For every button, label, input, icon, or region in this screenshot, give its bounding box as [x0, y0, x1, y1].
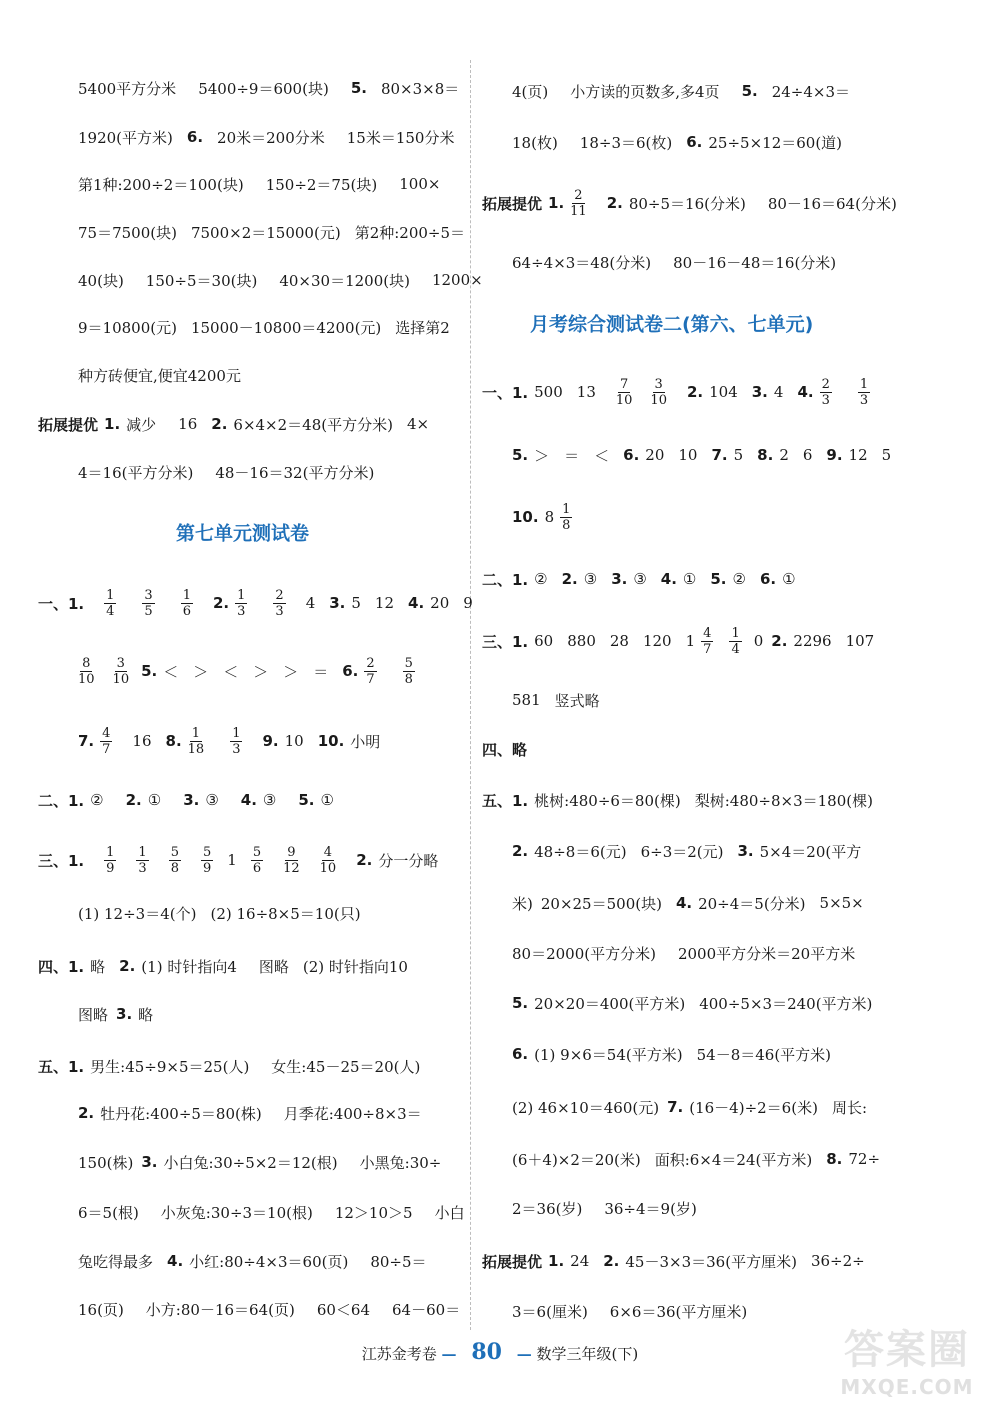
answer: ①	[782, 570, 796, 588]
text: 10	[284, 732, 304, 750]
text: 6÷3＝2(元)	[640, 842, 724, 861]
text: 略	[90, 957, 106, 976]
text: (2) 时针指向10	[302, 957, 408, 976]
text: 581	[512, 691, 541, 709]
text: 2＝36(岁)	[512, 1199, 583, 1218]
text: 16(页)	[78, 1300, 124, 1319]
text: 8	[544, 508, 555, 526]
text: 880	[567, 632, 596, 650]
text: (6＋4)×2＝20(米)	[512, 1150, 641, 1169]
month-q2-line	[482, 554, 796, 604]
text: 3＝6(厘米)	[512, 1302, 588, 1321]
text: 36÷2÷	[810, 1252, 865, 1270]
item-number: 五、1.	[482, 791, 529, 810]
text: 1920(平方米)	[78, 128, 173, 147]
fraction: $\frac{1}{3}$	[859, 376, 869, 408]
text: 4(页)	[512, 82, 549, 101]
item-number: 6.	[186, 128, 204, 146]
text: 7500×2＝15000(元)	[190, 223, 341, 242]
text: 80×3×8＝	[380, 79, 460, 98]
text: 第2种:200÷5＝	[354, 223, 466, 242]
text: 20米＝200分米	[217, 128, 325, 147]
text: 图略	[258, 957, 289, 976]
text: 150(株)	[78, 1153, 134, 1172]
text: 45－3×3＝36(平方厘米)	[625, 1252, 797, 1271]
item-number: 6.	[342, 662, 359, 680]
month-q5-line-i	[512, 1183, 697, 1233]
fraction: $\frac{1}{18}$	[187, 725, 205, 757]
item-number: 3.	[751, 383, 768, 401]
text: 减少	[126, 415, 157, 434]
item-number: 8.	[757, 446, 774, 464]
text: 第1种:200÷2＝100(块)	[78, 175, 244, 194]
text: 12	[374, 594, 395, 612]
item-number: 6.	[623, 446, 640, 464]
fraction: $\frac{8}{10}$	[78, 655, 95, 687]
watermark-line-2: MXQE.COM	[840, 1375, 974, 1399]
text: 4	[305, 594, 316, 612]
item-number: 4.	[408, 594, 425, 612]
text: (2) 46×10＝460(元)	[512, 1098, 660, 1117]
item-number: 2.	[356, 851, 373, 869]
text: 梨树:480÷8×3＝180(棵)	[694, 791, 873, 810]
fraction: $\frac{4}{7}$	[703, 625, 712, 657]
text: 5×5×	[819, 894, 864, 912]
text: 分一分略	[378, 851, 439, 870]
text: 1200×	[431, 271, 483, 289]
text: 40×30＝1200(块)	[279, 271, 410, 290]
month-extension-line-b	[512, 1286, 747, 1336]
text: 6×6＝36(平方厘米)	[609, 1302, 748, 1321]
text: 小方:80－16＝64(页)	[145, 1300, 295, 1319]
text: 4＝16(平方分米)	[78, 463, 194, 482]
month-extension-line-a	[482, 1236, 865, 1286]
footer-dash: —	[516, 1345, 532, 1363]
unit7-q2-line	[38, 775, 334, 825]
item-number: 4.	[240, 791, 257, 809]
text: 6×4×2＝48(平方分米)	[233, 415, 393, 434]
item-number: 5.	[512, 994, 529, 1012]
text: 0	[753, 632, 764, 650]
fraction: $\frac{1}{3}$	[138, 844, 147, 876]
month-q5-line-f	[512, 1029, 831, 1079]
text: 20	[645, 446, 665, 464]
month-q5-line-a	[482, 775, 873, 825]
text: 72÷	[848, 1150, 881, 1168]
item-number: 5.	[350, 79, 367, 97]
unit7-q1-line-b	[78, 646, 421, 696]
text: 4	[773, 383, 784, 401]
item-number: 6.	[512, 1045, 529, 1063]
unit7-q1-line-a	[38, 578, 473, 628]
item-number: 四、1.	[38, 957, 85, 976]
month-q5-line-d	[512, 928, 855, 978]
fraction: $\frac{1}{6}$	[182, 587, 191, 619]
item-number: 10.	[512, 508, 539, 526]
extension-label: 拓展提优	[38, 415, 99, 434]
fraction: $\frac{1}{4}$	[731, 625, 740, 657]
text: 5×4＝20(平方	[759, 842, 862, 861]
watermark-logo	[832, 1318, 982, 1398]
text: 面积:6×4＝24(平方米)	[654, 1150, 813, 1169]
text: 小红:80÷4×3＝60(页)	[189, 1252, 349, 1271]
item-number: 一、1.	[482, 383, 529, 402]
text: 1	[685, 632, 696, 650]
item-number: 8.	[165, 732, 182, 750]
answer: ①	[147, 791, 162, 809]
left-line-6	[78, 302, 450, 352]
text: 80÷5＝16(分米)	[628, 194, 746, 213]
item-number: 2.	[119, 957, 136, 975]
extension-label: 拓展提优	[482, 194, 543, 213]
text: 选择第2	[395, 318, 450, 337]
item-number: 三、1.	[38, 851, 85, 870]
item-number: 4.	[660, 570, 677, 588]
item-number: 7.	[667, 1098, 684, 1116]
answer: ③	[633, 570, 647, 588]
text: 64÷4×3＝48(分米)	[512, 253, 652, 272]
item-number: 4.	[167, 1252, 184, 1270]
item-number: 2.	[125, 791, 142, 809]
month-q5-line-e	[512, 978, 872, 1028]
month-q5-line-b	[512, 826, 861, 876]
text: 图略	[78, 1005, 109, 1024]
unit7-q5-line-d	[78, 1187, 465, 1237]
fraction: $\frac{2}{11}$	[570, 187, 587, 219]
section-heading-monthly-test: 月考综合测试卷二(第六、七单元)	[530, 313, 814, 336]
item-number: 1.	[104, 415, 121, 433]
fraction: $\frac{1}{3}$	[237, 587, 246, 619]
item-number: 四、略	[482, 740, 528, 759]
item-number: 2.	[606, 194, 623, 212]
right-line-2	[512, 117, 842, 167]
text: 12＞10＞5	[334, 1203, 413, 1222]
item-number: 2.	[686, 383, 704, 401]
item-number: 4.	[675, 894, 693, 912]
section-heading-unit7: 第七单元测试卷	[176, 522, 310, 545]
fraction: $\frac{5}{8}$	[170, 844, 179, 876]
right-line-4	[512, 237, 836, 287]
text: 80÷5＝	[370, 1252, 427, 1271]
fraction: $\frac{7}{10}$	[615, 376, 633, 408]
item-number: 2.	[771, 632, 788, 650]
text: 24	[570, 1252, 590, 1270]
text: 5400÷9＝600(块)	[198, 79, 329, 98]
text: 15米＝150分米	[346, 128, 455, 147]
month-q5-line-g	[512, 1082, 867, 1132]
text: 80－16＝64(分米)	[767, 194, 897, 213]
text: 80＝2000(平方分米)	[512, 944, 656, 963]
text: 女生:45－25＝20(人)	[271, 1057, 421, 1076]
text: (1) 时针指向4	[141, 957, 237, 976]
watermark-line-1: 答案圈	[844, 1327, 970, 1373]
left-line-9	[78, 447, 374, 497]
fraction: $\frac{9}{12}$	[283, 844, 300, 876]
text: 120	[642, 632, 672, 650]
item-number: 3.	[183, 791, 200, 809]
text: 小方读的页数多,多4页	[570, 82, 720, 101]
text: 104	[709, 383, 738, 401]
answer: ③	[262, 791, 277, 809]
item-number: 五、1.	[38, 1057, 85, 1076]
text: 12	[848, 446, 868, 464]
text: 60＜64	[316, 1300, 371, 1319]
text: 100×	[399, 175, 441, 193]
text: 5	[351, 594, 361, 612]
item-number: 3.	[116, 1005, 133, 1023]
left-line-7	[78, 350, 241, 400]
item-number: 5.	[141, 662, 158, 680]
text: 80－16－48＝16(分米)	[673, 253, 837, 272]
answer: ①	[320, 791, 334, 809]
month-q5-line-c	[512, 878, 864, 928]
fraction: $\frac{1}{8}$	[562, 501, 571, 533]
text: ＞ ＝ ＜	[534, 446, 610, 465]
text: 20	[430, 594, 450, 612]
left-line-5	[78, 255, 483, 305]
text: 16	[132, 732, 152, 750]
unit7-q3-line-a	[38, 835, 438, 885]
answer: ①	[682, 570, 697, 588]
text: 150÷5＝30(块)	[145, 271, 258, 290]
text: 牡丹花:400÷5＝80(株)	[100, 1104, 262, 1123]
item-number: 6.	[686, 133, 703, 151]
item-number: 5.	[512, 446, 529, 464]
text: 20×25＝500(块)	[540, 894, 662, 913]
month-q1-line-b	[512, 430, 891, 480]
book-title: 江苏金考卷	[361, 1345, 437, 1363]
item-number: 2.	[78, 1104, 95, 1122]
text: 40(块)	[78, 271, 124, 290]
text: (16－4)÷2＝6(米)	[689, 1098, 818, 1117]
fraction: $\frac{3}{10}$	[650, 376, 667, 408]
fraction: $\frac{1}{3}$	[232, 725, 241, 757]
text: 桃树:480÷6＝80(棵)	[534, 791, 681, 810]
left-line-4	[78, 207, 465, 257]
text: 54－8＝46(平方米)	[696, 1045, 832, 1064]
unit7-q4-line-a	[38, 941, 408, 991]
text: 6＝5(根)	[78, 1203, 139, 1222]
month-q3-line-b	[512, 675, 600, 725]
text: 64－60＝	[392, 1300, 461, 1319]
text: (2) 16÷8×5＝10(只)	[210, 904, 361, 923]
left-line-1	[78, 63, 459, 113]
text: 略	[138, 1005, 154, 1024]
item-number: 2.	[212, 594, 230, 612]
text: 18(枚)	[512, 133, 558, 152]
text: ＜ ＞ ＜ ＞ ＞ ＝	[163, 662, 329, 681]
item-number: 2.	[561, 570, 578, 588]
text: 5400平方分米	[78, 79, 177, 98]
text: 15000－10800＝4200(元)	[190, 318, 382, 337]
item-number: 二、1.	[482, 570, 529, 589]
text: 2	[779, 446, 789, 464]
text: 周长:	[831, 1098, 867, 1117]
item-number: 三、1.	[482, 632, 529, 651]
text: 小灰兔:30÷3＝10(根)	[160, 1203, 313, 1222]
page-number: 80	[471, 1339, 502, 1365]
unit7-q5-line-a	[38, 1041, 420, 1091]
text: 18÷3＝6(枚)	[579, 133, 673, 152]
item-number: 9.	[262, 732, 279, 750]
text: 2296	[793, 632, 832, 650]
left-line-8	[38, 399, 429, 449]
text: 24÷4×3＝	[771, 82, 851, 101]
text: 6	[802, 446, 813, 464]
fraction: $\frac{1}{4}$	[106, 587, 115, 619]
text: 20÷4＝5(分米)	[698, 894, 806, 913]
item-number: 6.	[759, 570, 777, 588]
item-number: 3.	[141, 1153, 158, 1171]
text: 9	[463, 594, 473, 612]
text: 小白兔:30÷5×2＝12(根)	[163, 1153, 338, 1172]
text: 5	[881, 446, 892, 464]
fraction: $\frac{2}{3}$	[821, 376, 830, 408]
fraction: $\frac{5}{9}$	[202, 844, 212, 876]
footer-dash: —	[441, 1345, 457, 1363]
item-number: 3.	[329, 594, 346, 612]
answer: ③	[205, 791, 219, 809]
item-number: 10.	[317, 732, 345, 750]
item-number: 一、1.	[38, 594, 85, 613]
text: 25÷5×12＝60(道)	[708, 133, 843, 152]
column-divider	[470, 60, 471, 1330]
item-number: 3.	[611, 570, 628, 588]
item-number: 5.	[298, 791, 315, 809]
item-number: 9.	[826, 446, 843, 464]
month-q3-line-a	[482, 616, 874, 666]
item-number: 2.	[211, 415, 228, 433]
text: 75＝7500(块)	[78, 223, 177, 242]
item-number: 4.	[797, 383, 814, 401]
text: 小黑兔:30÷	[359, 1153, 442, 1172]
extension-label: 拓展提优	[482, 1252, 543, 1271]
fraction: $\frac{4}{7}$	[102, 725, 111, 757]
fraction: $\frac{5}{6}$	[252, 844, 262, 876]
month-q1-line-c	[512, 492, 578, 542]
text: 16	[178, 415, 198, 433]
item-number: 5.	[710, 570, 727, 588]
text: 60	[534, 632, 554, 650]
text: 48÷8＝6(元)	[534, 842, 627, 861]
item-number: 7.	[78, 732, 95, 750]
right-extension-line	[482, 178, 897, 228]
unit7-q4-line-b	[78, 989, 153, 1039]
text: 小白	[434, 1203, 465, 1222]
text: 兔吃得最多	[78, 1252, 154, 1271]
text: 4×	[406, 415, 430, 433]
text: 13	[576, 383, 596, 401]
answer: ②	[534, 570, 548, 588]
month-q4-line	[482, 724, 527, 774]
text: 10	[678, 446, 698, 464]
unit7-q5-line-f	[78, 1284, 460, 1334]
text: 竖式略	[554, 691, 600, 710]
text: 5	[733, 446, 744, 464]
text: 男生:45÷9×5＝25(人)	[90, 1057, 250, 1076]
fraction: $\frac{2}{7}$	[366, 655, 375, 687]
item-number: 2.	[603, 1252, 620, 1270]
fraction: $\frac{5}{8}$	[404, 655, 413, 687]
left-line-3	[78, 159, 440, 209]
right-line-1	[512, 66, 850, 116]
answer: ②	[732, 570, 746, 588]
fraction: $\frac{4}{10}$	[319, 844, 337, 876]
item-number: 7.	[711, 446, 728, 464]
text: 48－16＝32(平方分米)	[215, 463, 375, 482]
unit7-q5-line-b	[78, 1088, 422, 1138]
text: 米)	[512, 894, 533, 913]
unit7-q5-line-e	[78, 1236, 427, 1286]
left-line-2	[78, 112, 454, 162]
text: 小明	[350, 732, 381, 751]
text: 种方砖便宜,便宜4200元	[78, 366, 241, 385]
item-number: 二、1.	[38, 791, 85, 810]
text: 500	[534, 383, 563, 401]
text: 36÷4＝9(岁)	[604, 1199, 697, 1218]
item-number: 3.	[737, 842, 754, 860]
item-number: 8.	[826, 1150, 843, 1168]
text: 1	[227, 851, 237, 869]
text: 107	[845, 632, 875, 650]
fraction: $\frac{3}{10}$	[112, 655, 130, 687]
text: 150÷2＝75(块)	[265, 175, 378, 194]
answer: ②	[90, 791, 104, 809]
text: (1) 12÷3＝4(个)	[78, 904, 197, 923]
month-q5-line-h	[512, 1134, 880, 1184]
text: 2000平方分米＝20平方米	[677, 944, 856, 963]
text: 28	[609, 632, 629, 650]
subject-grade: 数学三年级(下)	[536, 1345, 639, 1363]
text: 20×20＝400(平方米)	[534, 994, 686, 1013]
unit7-q1-line-c	[78, 716, 380, 766]
unit7-q5-line-c	[78, 1137, 441, 1187]
fraction: $\frac{3}{5}$	[144, 587, 153, 619]
item-number: 1.	[548, 194, 565, 212]
text: 400÷5×3＝240(平方米)	[699, 994, 873, 1013]
item-number: 2.	[512, 842, 529, 860]
item-number: 1.	[548, 1252, 565, 1270]
fraction: $\frac{1}{9}$	[106, 844, 115, 876]
fraction: $\frac{2}{3}$	[275, 587, 284, 619]
answer: ③	[583, 570, 598, 588]
month-q1-line-a	[482, 367, 876, 417]
text: (1) 9×6＝54(平方米)	[534, 1045, 683, 1064]
text: 月季花:400÷8×3＝	[283, 1104, 422, 1123]
unit7-q3-line-b	[78, 888, 361, 938]
text: 9＝10800(元)	[78, 318, 177, 337]
item-number: 5.	[741, 82, 758, 100]
